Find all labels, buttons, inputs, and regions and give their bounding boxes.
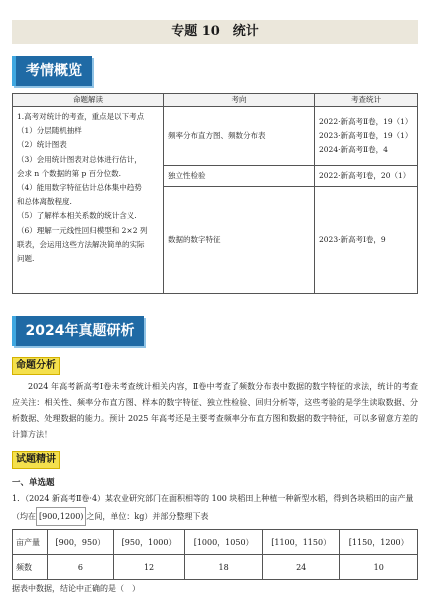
stats-line: 2023·新高考Ⅰ卷，9 bbox=[319, 235, 386, 245]
table-cell: 频数 bbox=[13, 555, 48, 580]
analysis-paragraph: 2024 年高考新高考Ⅰ卷未考查统计相关内容，Ⅱ卷中考查了频数分布表中数据的数字特征的求法，统计的考查应关注：相关性、频率分布直方图、样本的数字特征、独立性检验、回归分析等，这些考验的是学生读取数据、分析数据、处理数据的能力。预计 2025 年高考还是主要考查频率分布直方图和数据的数字特征，可以多留意方差的计算方法！ bbox=[12, 382, 418, 439]
direction-cell: 独立性检验 bbox=[164, 166, 315, 187]
table-cell: [1100，1150） bbox=[262, 530, 340, 555]
direction-cell: 数据的数字特征 bbox=[164, 187, 315, 294]
stats-line: 2024·新高考Ⅱ卷，4 bbox=[319, 145, 388, 155]
question-prefix: 1．（2024 新高考Ⅱ卷·4）某农业研究部门在面积相等的 100 块稻田上种植一种新型水稻，得到各块稻田的亩产量（均在 bbox=[12, 494, 414, 521]
interpretation-line: 联表，会运用这些方法解决简单的实际 bbox=[17, 239, 145, 249]
interpretation-line: （1）分层随机抽样 bbox=[17, 126, 82, 136]
interpretation-cell bbox=[13, 107, 164, 294]
section-heading-overview: 考情概览 bbox=[12, 56, 92, 86]
interpretation-line: 1.高考对统计的考查，重点是以下考点 bbox=[17, 112, 145, 121]
overview-header-direction: 考向 bbox=[164, 94, 315, 107]
table-cell: 24 bbox=[262, 555, 340, 580]
table-cell: [900，950） bbox=[48, 530, 114, 555]
stats-line: 2022·新高考Ⅱ卷，19（1） bbox=[319, 116, 413, 126]
overview-header-interpretation: 命题解读 bbox=[13, 94, 164, 107]
table-cell: 12 bbox=[113, 555, 185, 580]
table-cell: 6 bbox=[48, 555, 114, 580]
page-title: 专题 10 统计 bbox=[12, 20, 418, 44]
interpretation-line: （6）理解一元线性回归模型和 2×2 列 bbox=[17, 225, 148, 235]
table-cell: [950，1000） bbox=[113, 530, 185, 555]
interpretation-line: （2）统计图表 bbox=[17, 140, 67, 150]
question-text bbox=[12, 490, 418, 526]
section-heading-2024: 2024年真题研析 bbox=[12, 316, 144, 346]
table-cell: 10 bbox=[340, 555, 418, 580]
overview-header-stats: 考查统计 bbox=[315, 94, 418, 107]
question-ask: 据表中数据，结论中正确的是（ ） bbox=[12, 584, 140, 593]
stats-cell bbox=[315, 107, 418, 166]
stats-line: 2022·新高考Ⅰ卷，20（1） bbox=[319, 171, 411, 180]
stats-cell bbox=[315, 187, 418, 294]
interval-expression: [900,1200) bbox=[36, 507, 86, 526]
table-cell: 18 bbox=[185, 555, 263, 580]
stats-cell bbox=[315, 166, 418, 187]
tag-questions: 试题精讲 bbox=[12, 451, 60, 469]
interpretation-line: 问题. bbox=[17, 254, 35, 264]
table-cell: [1150，1200） bbox=[340, 530, 418, 555]
stats-line: 2023·新高考Ⅱ卷，19（1） bbox=[319, 130, 413, 140]
direction-cell: 频率分布直方图、频数分布表 bbox=[164, 107, 315, 166]
frequency-table bbox=[12, 529, 418, 580]
table-cell: [1000，1050） bbox=[185, 530, 263, 555]
question-suffix: 之间，单位：kg）并部分整理下表 bbox=[86, 512, 209, 521]
table-row bbox=[13, 555, 418, 580]
tag-analysis: 命题分析 bbox=[12, 357, 60, 375]
subhead-single-choice: 一、单选题 bbox=[12, 478, 55, 488]
interpretation-line: （3）会用统计图表对总体进行估计， bbox=[17, 154, 142, 164]
interpretation-line: 会求 n 个数据的第 p 百分位数. bbox=[17, 168, 122, 178]
interpretation-line: （5）了解样本相关系数的统计含义. bbox=[17, 211, 137, 221]
interpretation-line: （4）能用数字特征估计总体集中趋势 bbox=[17, 183, 142, 193]
overview-table bbox=[12, 93, 418, 294]
interpretation-line: 和总体离散程度. bbox=[17, 197, 72, 207]
table-cell: 亩产量 bbox=[13, 530, 48, 555]
table-row bbox=[13, 530, 418, 555]
